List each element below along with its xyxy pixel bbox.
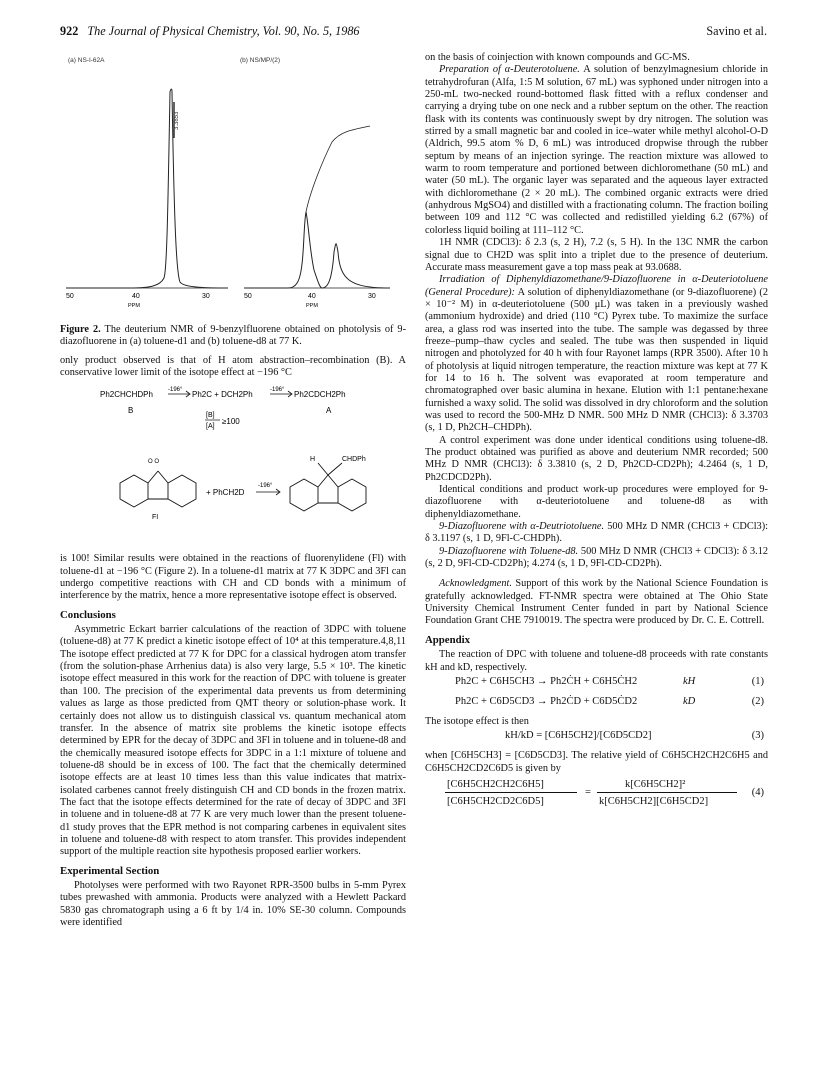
- right-column: [425, 52, 768, 817]
- right-para-3: 1H NMR (CDCl3): δ 2.3 (s, 2 H), 7.2 (s, 5 H). In the 13C NMR the carbon signal due to CH2D was split into a triplet due to the presence of deuterium. Accurate mass measurement gave a top mass peak at 93.0688.: [425, 237, 768, 273]
- axis-b-unit: PPM: [306, 303, 318, 309]
- scheme-label-b: B: [128, 406, 134, 416]
- prep-body: A solution of benzylmagnesium chloride in tetrahydrofuran (Alfa, 1:5 M solution, 67 mL) was syphoned under nitrogen into a 250-mL two-necked round-bottomed flask fitted with a reflux condenser and carrying a drying tube on one neck and a rubber septum on the other. The reaction flask with its contents was continuously swept by dry nitrogen. The solution was stirred by a small magnetic bar and cooled in ice–water while methyl alcohol-O-D (Aldrich, 99.5 atom % D, 6 mL) was introduced dropwise through the rubber septum by means of an injection syringe. The reaction mixture was allowed to warm to room temperature and portioned between dichloromethane (50 mL) and water (50 mL). The organic layer was separated and the aqueous layer extracted with dichloromethane (2 × 20 mL). The combined organic extracts were dried (anhydrous MgSO4) and distilled with a fractionating column. The fraction boiling between 109 and 112 °C was collected and redistilled yielding 6.2 (67%) of colorless liquid boiling at 111–112 °C.: [425, 64, 768, 236]
- axis-a-tick-40: 40: [132, 293, 140, 300]
- scheme2-arrow-label: -196°: [258, 483, 273, 490]
- eq4-bar-left: [445, 792, 577, 793]
- prep-title: Preparation of α-Deuterotoluene.: [439, 64, 580, 76]
- left-para-2: is 100! Similar results were obtained in the reactions of fluorenylidene (Fl) with toluene-d1 at −196 °C (Figure 2). In a toluene-d1 matrix at 77 K 3DPC and 3Fl can undergo competitive reactions with CH and CD bonds with a minimum of interference by the matrix, hence a more representative isotope effect is observed.: [60, 553, 406, 602]
- right-para-2: [425, 64, 768, 237]
- scheme-product: Ph2CDCH2Ph: [294, 390, 346, 400]
- page-header: [60, 24, 767, 42]
- ratio-numerator: [B]: [206, 412, 215, 420]
- right-para-11: when [C6H5CH3] = [C6D5CD3]. The relative yield of C6H5CH2CH2C6H5 and C6H5CH2CD2C6D5 is given by: [425, 750, 768, 774]
- product-h-label: H: [310, 456, 316, 464]
- fl-label: FI: [152, 514, 159, 522]
- axis-b-tick-50: 50: [244, 293, 252, 300]
- equation-3: [425, 730, 768, 748]
- caption-text: The deuterium NMR of 9-benzylfluorene obtained on photolysis of 9-diazofluorene in (a) toluene-d1 and (b) toluene-d8 at 77 K.: [60, 324, 406, 348]
- equation-1-number: (1): [751, 675, 764, 687]
- axis-b-tick-30: 30: [368, 293, 376, 300]
- journal-citation: The Journal of Physical Chemistry, Vol. 90, No. 5, 1986: [87, 24, 360, 38]
- spectrum-b-trace-2: [322, 244, 390, 288]
- caption-label: Figure 2.: [60, 324, 101, 335]
- irradiation-body: A solution of diphenyldiazomethane (or 9-diazofluorene) (2 × 10⁻² M) in α-deuteriotoluene (500 μL) was taken in a previously washed (ammonium hydroxide) and dried (110 °C) Pyrex tube. To maximize the surface area, a glass rod was inserted into the tube. The sample was degassed by three freeze–pump–thaw cycles and sealed. The tube was then suspended in liquid nitrogen and photolyzed for 40 h with four Rayonet lamps (RPR 3500). After 10 h of photolysis at liquid nitrogen temperature, the reaction mixture was kept at 77 K for 14 to 16 h. The solvent was evaporated at room temperature and chromatographed over basic alumina in hexane. Elution with 1:1 pentane:hexane furnished a waxy solid. The solid was dissolved in dry chloroform and the solution was used to record the 500-MHz D NMR. 500 MHz D NMR (CHCl3): δ 3.3703 (s, 1 D, Ph2CH–CHDPh).: [425, 286, 768, 434]
- left-para-1: only product observed is that of H atom abstraction–recombination (B). A conservative lower limit of the isotope effect at −196 °C: [60, 354, 406, 379]
- equation-1-body: Ph2C + C6H5CH3 → Ph2ĊH + C6H5ĊH2: [455, 675, 638, 687]
- scheme-arrow-2-label: -196°: [270, 387, 285, 394]
- reaction-scheme: [60, 383, 406, 549]
- figure-caption: [60, 324, 406, 349]
- experimental-heading: Experimental Section: [60, 864, 160, 877]
- diazofluorene-structure: [120, 471, 196, 507]
- equation-4: [425, 777, 768, 815]
- eq4-equals: =: [585, 786, 591, 798]
- irradiation-title: Irradiation of Diphenyldiazomethane/9-Diazofluorene in α-Deuteriotoluene (General Procedure):: [425, 274, 768, 298]
- equation-2: [425, 696, 768, 714]
- axis-a-unit: PPM: [128, 303, 140, 309]
- diazo-toluene-body: 500 MHz D NMR (CHCl3 + CDCl3): δ 3.12 (s, 2 D, 9Fl-CD-CD2Ph); 4.274 (s, 1 D, 9Fl-CD-CD2Ph).: [425, 545, 768, 570]
- equation-2-body: Ph2C + C6D5CD3 → Ph2ĊD + C6D5ĊD2: [455, 695, 638, 707]
- running-head: [60, 24, 360, 39]
- scheme-reactant: Ph2CHCHDPh: [100, 390, 153, 400]
- equation-2-rate: kD: [683, 695, 696, 707]
- scheme-drawing: [60, 383, 406, 549]
- equation-1-rate: kH: [683, 675, 696, 687]
- diazo-deuterio-body: 500 MHz D NMR (CHCl3 + CDCl3): δ 3.1197 (s, 1 D, 9Fl-C-CHDPh).: [425, 521, 768, 545]
- diazo-deuterio-title: 9-Diazofluorene with α-Deutriotoluene.: [439, 521, 605, 533]
- eq4-num-left: [C6H5CH2CH2C6H5]: [447, 778, 544, 790]
- left-para-4: Photolyses were performed with two Rayonet RPR-3500 bulbs in 5-mm Pyrex tubes prewashed with ammonia. Products were analyzed with a Hewlett Packard 5830 gas chromatograph using a 6 ft by 1/4 in. 10% SE-30 column. Compounds were identified: [60, 879, 406, 928]
- scheme2-reagent: + PhCH2D: [206, 488, 245, 498]
- axis-b-tick-40: 40: [308, 293, 316, 300]
- appendix-heading: Appendix: [425, 633, 471, 646]
- product-chdph-label: CHDPh: [342, 456, 366, 464]
- axis-a-tick-30: 30: [202, 293, 210, 300]
- right-para-9: The reaction of DPC with toluene and toluene-d8 proceeds with rate constants kH and kD, respectively.: [425, 649, 768, 673]
- axis-a-tick-50: 50: [66, 293, 74, 300]
- conclusions-heading: Conclusions: [60, 608, 116, 621]
- left-para-3: Asymmetric Eckart barrier calculations of the reaction of 3DPC with toluene (toluene-d8) at 77 K predict a kinetic isotope effect of 10⁴ at this temperature.4,8,11 The isotope effect predicted at 77 K for DPC for a classical hydrogen atom transfer (from the solution-phase Arrhenius data) is also very large, 5.5 × 10³. The kinetic isotope effect measured in this work for the reaction of DPC with toluene is greater than 100. The precision of the experimental data prevents us from determining values as large as those predicted from QMT theory or solution-phase work. It certainly does not allow us to distinguish classical vs. quantum mechanical atom transfer. In the absence of matrix site problems the kinetic isotope effects determined by EPR for the decay of 3DPC and 3Fl in toluene and in toluene-d8 and the chemically measured isotope effects for 3DPC in a 1:1 mixture of toluene and toluene-d8 should be in excess of 100. The fact that the chemically determined isotope effects are at least 10 times less than this value indicates that matrix-isolated carbenes cannot freely distinguish CH and CD bonds in the frozen matrix. The fact that the isotope effects determined for the rate of decay of 3DPC and 3Fl in toluene and in toluene-d8 at 77 K are very much lower than the present toluene-d1 study proves that the EPR method is not comparing carbenes in equivalent sites in toluene and toluene-d8 with respect to atom transfer. This provides independent support of the multiple reaction site hypothesis proposed earlier workers.: [60, 624, 406, 858]
- nmr-figure: [60, 52, 406, 320]
- eq4-num-right: k[C6H5CH2]²: [625, 778, 686, 790]
- right-para-7: [425, 521, 768, 546]
- ack-body: Support of this work by the National Science Foundation is gratefully acknowledged. FT-NMR spectra were obtained at The Ohio State University Chemical Instrument Center funded in part by National Science Foundation Grant CHE 7910019. The spectra were produced by Dr. C. E. Cottrell.: [425, 578, 768, 627]
- eq4-den-right: k[C6H5CH2][C6H5CD2]: [599, 795, 709, 807]
- ratio-denominator: [A]: [206, 423, 215, 431]
- scheme-middle: Ph2C + DCH2Ph: [192, 390, 253, 400]
- spectrum-a-trace: [66, 89, 228, 288]
- diazo-toluene-title: 9-Diazofluorene with Toluene-d8.: [439, 545, 579, 557]
- right-para-6: Identical conditions and product work-up procedures were employed for 9-diazofluorene with α-deuteriotoluene and toluene-d8 as with diphenyldiazomethane.: [425, 484, 768, 520]
- nmr-spectra: [60, 52, 406, 320]
- product-fluorene-structure: [290, 463, 366, 511]
- right-para-10: The isotope effect is then: [425, 715, 529, 727]
- right-para-5: A control experiment was done under identical conditions using toluene-d8. The product obtained was purified as above and deuterium NMR recorded; 500 MHz D NMR (CHCl3): δ 3.3810 (s, 2 D, Ph2CD-CD2Ph); 4.2464 (s, 1 D, Ph2CDCD2Ph).: [425, 434, 768, 483]
- spectrum-b-trace-1: [244, 212, 322, 288]
- scheme-arrow-1-label: -196°: [168, 387, 183, 394]
- author-head: Savino et al.: [706, 24, 767, 38]
- equation-3-body: kH/kD = [C6H5CH2]/[C6D5CD2]: [505, 730, 652, 742]
- right-para-1: on the basis of coinjection with known compounds and GC-MS.: [425, 52, 690, 63]
- peak-label: 3.3853: [174, 111, 180, 130]
- equation-2-number: (2): [751, 695, 764, 707]
- ack-title: Acknowledgment.: [439, 578, 512, 590]
- right-para-8: [425, 546, 768, 571]
- eq4-bar-right: [597, 792, 737, 793]
- left-column: [60, 52, 406, 929]
- scheme-label-a: A: [326, 406, 332, 416]
- eq4-den-left: [C6H5CH2CD2C6D5]: [447, 795, 544, 807]
- ratio-relation: ≥100: [222, 417, 240, 427]
- equation-3-number: (3): [751, 730, 764, 742]
- acknowledgment: [425, 578, 768, 627]
- integral-b-curve: [306, 126, 370, 212]
- panel-a-label: (a) NS-I-62A: [68, 57, 105, 64]
- diazo-group-label: O O: [148, 459, 160, 466]
- equation-1: [425, 676, 768, 694]
- right-para-4: [425, 274, 768, 434]
- eq4-number: (4): [751, 786, 764, 798]
- page-number: 922: [60, 24, 79, 38]
- panel-b-label: (b) NS/MP/(2): [240, 57, 281, 64]
